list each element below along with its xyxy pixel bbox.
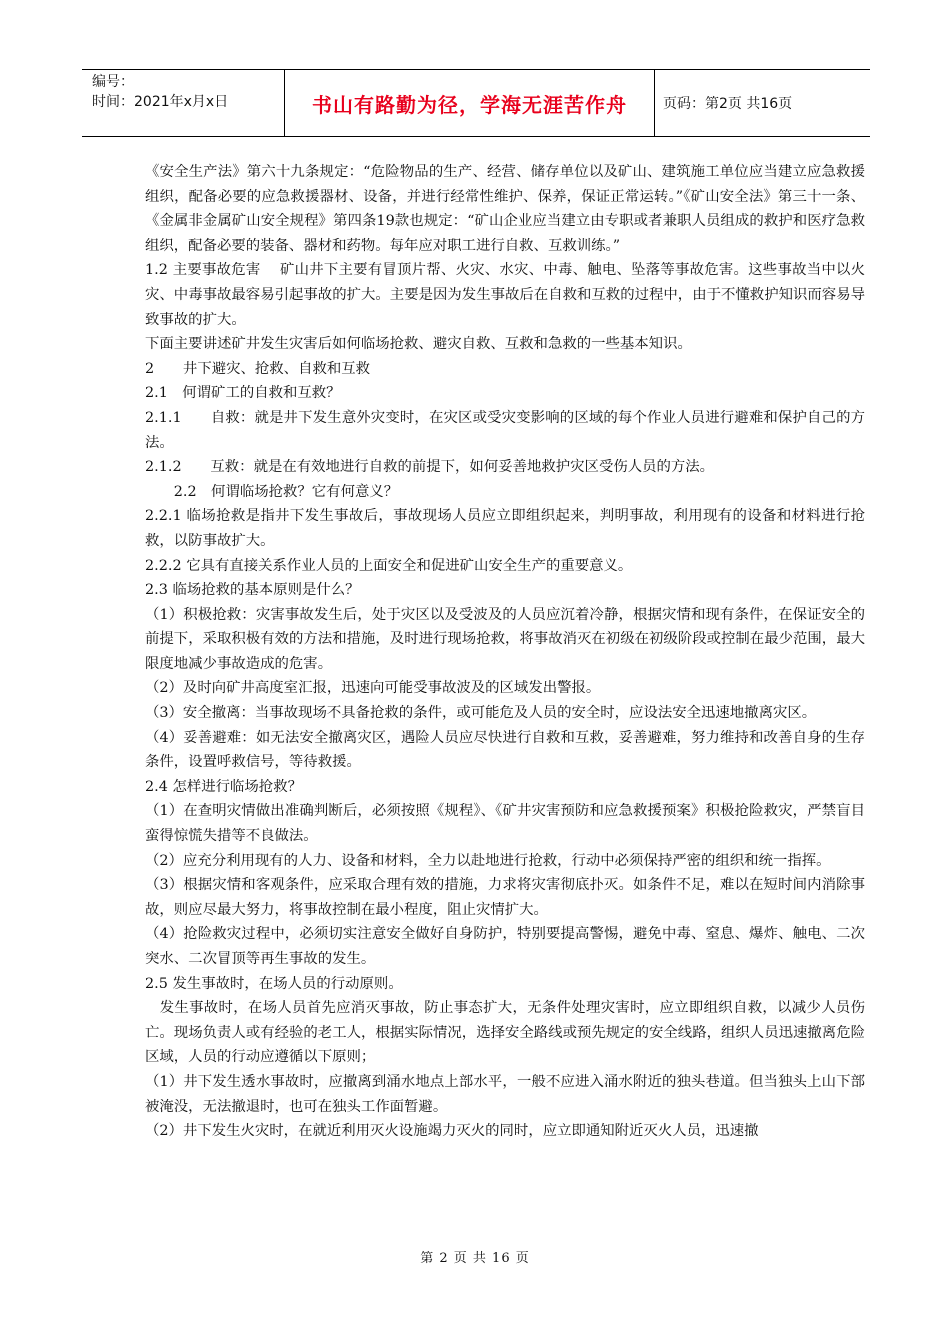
paragraph: 1.2 主要事故危害 矿山井下主要有冒顶片帮、火灾、水灾、中毒、触电、坠落等事故危害。这些事故当中以火灾、中毒事故最容易引起事故的扩大。主要是因为发生事故后在自救和互救的过程中，由于不懂救护知识而容易导致事故的扩大。 (145, 262, 865, 328)
paragraph: 《安全生产法》第六十九条规定：“危险物品的生产、经营、储存单位以及矿山、建筑施工单位应当建立应急救援组织，配备必要的应急救援器材、设备，并进行经常性维护、保养，保证正常运转。”《矿山安全法》第三十一条、《金属非金属矿山安全规程》第四条19款也规定：“矿山企业应当建立由专职或者兼职人员组成的救护和医疗急救 组织，配备必要的装备、器材和药物。每年应对职工进行自救、互救训练。” (145, 164, 894, 254)
list-item: （2）及时向矿井高度室汇报，迅速向可能受事故波及的区域发出警报。 (145, 680, 601, 697)
paragraph: 2.1.2 互救：就是在有效地进行自救的前提下，如何妥善地救护灾区受伤人员的方法。 (145, 459, 715, 476)
list-item: （3）安全撤离：当事故现场不具备抢救的条件，或可能危及人员的安全时，应设法安全迅速地撤离灾区。 (145, 705, 817, 722)
document-date: 时间：2021年x月x日 (92, 94, 229, 110)
page-header (82, 69, 870, 137)
section-heading: 2.3 临场抢救的基本原则是什么？ (145, 582, 360, 599)
list-item: （4）抢险救灾过程中，必须切实注意安全做好自身防护，特别要提高警惕，避免中毒、窒息、爆炸、触电、二次突水、二次冒顶等再生事故的发生。 (145, 926, 865, 967)
list-item: （3）根据灾情和客观条件，应采取合理有效的措施，力求将灾害彻底扑灭。如条件不足，难以在短时间内消除事故，则应尽最大努力，将事故控制在最小程度，阻止灾情扩大。 (145, 877, 865, 918)
list-item: （1）积极抢救：灾害事故发生后，处于灾区以及受波及的人员应沉着冷静，根据灾情和现有条件，在保证安全的前提下，采取积极有效的方法和措施，及时进行现场抢救，将事故消灭在初级在初级阶段或控制在最少范围，最大限度地减少事故造成的危害。 (145, 606, 865, 672)
header-page-cell (655, 70, 870, 136)
list-item: （1）井下发生透水事故时，应撤离到涌水地点上部水平，一般不应进入涌水附近的独头巷道。但当独头上山下部被淹没，无法撤退时，也可在独头工作面暂避。 (145, 1073, 865, 1115)
paragraph: 发生事故时，在场人员首先应消灭事故，防止事态扩大，无条件处理灾害时，应立即组织自救，以减少人员伤亡。现场负责人或有经验的老工人，根据实际情况，选择安全路线或预先规定的安全线路，组织人员迅速撤离危险区域，人员的行动应遵循以下原则； (145, 1000, 865, 1066)
header-meta (82, 70, 285, 136)
list-item: （2）井下发生火灾时，在就近利用灭火设施竭力灭火的同时，应立即通知附近灭火人员，迅速撤 (145, 1123, 759, 1140)
section-heading: 2.4 怎样进行临场抢救？ (145, 778, 302, 795)
paragraph: 2.2.2 它具有直接关系作业人员的上面安全和促进矿山安全生产的重要意义。 (145, 557, 633, 574)
page-footer: 第 2 页 共 16 页 (420, 1251, 530, 1266)
section-heading: 2.1 何谓矿工的自救和互救？ (145, 385, 341, 402)
document-number: 编号： (92, 74, 134, 90)
section-heading: 2.2 何谓临场抢救？它有何意义？ (145, 483, 399, 500)
header-motto: 书山有路勤为径，学海无涯苦作舟 (312, 92, 627, 117)
section-heading: 2 井下避灾、抢救、自救和互救 (145, 360, 371, 377)
paragraph: 下面主要讲述矿井发生灾害后如何临场抢救、避灾自救、互救和急救的一些基本知识。 (145, 336, 692, 353)
document-body (145, 160, 894, 1144)
list-item: （1）在查明灾情做出准确判断后，必须按照《规程》、《矿井灾害预防和应急救援预案》积极抢险救灾，严禁盲目蛮得惊慌失措等不良做法。 (145, 803, 865, 845)
header-motto-cell (285, 70, 655, 136)
list-item: （2）应充分利用现有的人力、设备和材料，全力以赴地进行抢救，行动中必须保持严密的组织和统一指挥。 (145, 852, 831, 869)
paragraph: 2.2.1 临场抢救是指井下发生事故后，事故现场人员应立即组织起来，判明事故，利用现有的设备和材料进行抢救，以防事故扩大。 (145, 508, 865, 549)
section-heading: 2.5 发生事故时，在场人员的行动原则。 (145, 975, 403, 992)
header-page-number: 页码：第2页 共16页 (663, 96, 793, 112)
paragraph: 2.1.1 自救：就是井下发生意外灾变时，在灾区或受灾变影响的区域的每个作业人员进行避难和保护自己的方法。 (145, 409, 865, 451)
list-item: （4）妥善避难：如无法安全撤离灾区，遇险人员应尽快进行自救和互救，妥善避难，努力维持和改善自身的生存条件，设置呼救信号，等待救援。 (145, 729, 865, 771)
